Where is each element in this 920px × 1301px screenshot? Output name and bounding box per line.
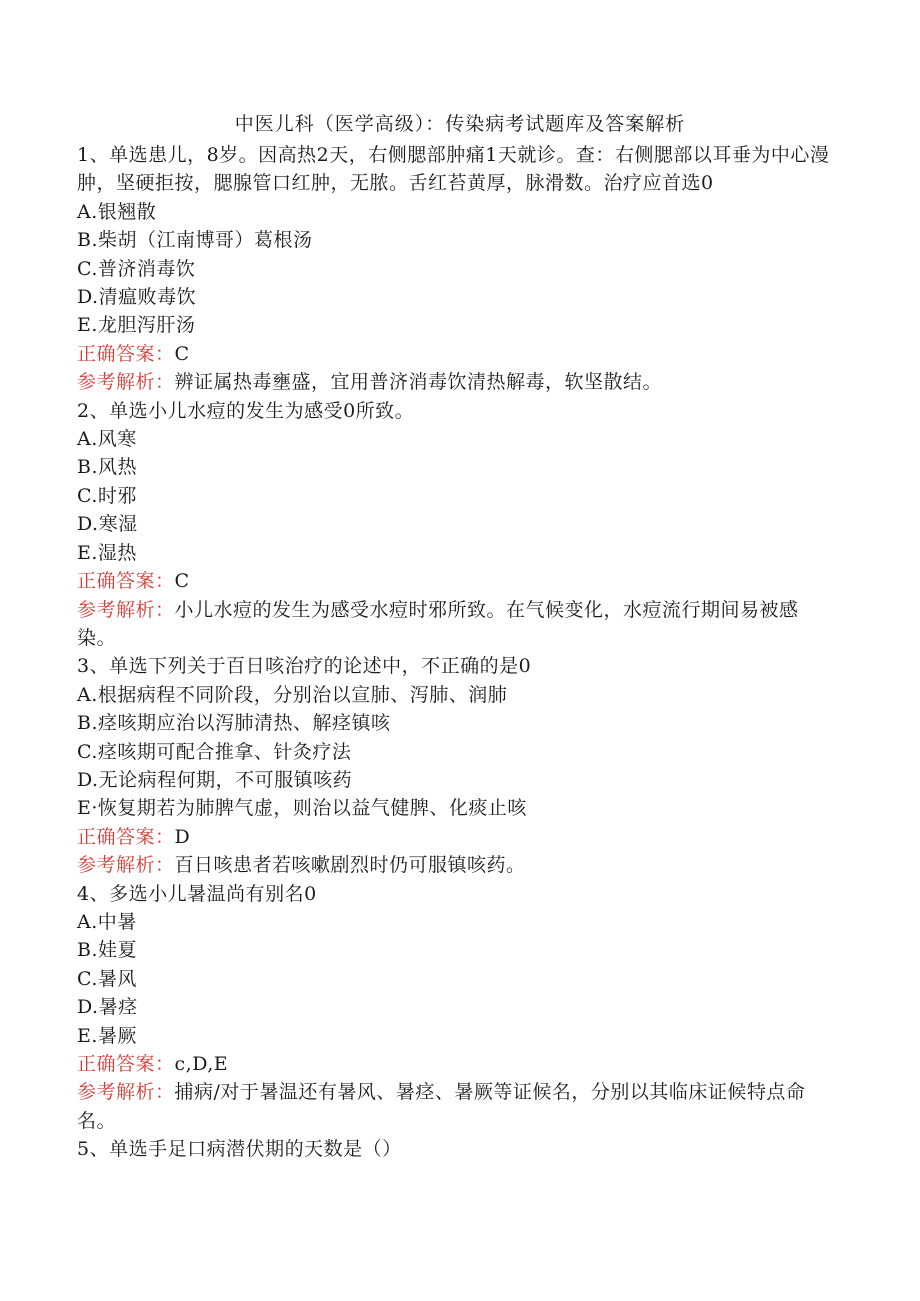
analysis-row (77, 1078, 837, 1135)
option-e: E.龙胆泻肝汤 (77, 314, 196, 337)
analysis-label: 参考解析： (77, 854, 175, 877)
option-d: D.寒湿 (77, 513, 138, 536)
answer-label: 正确答案： (77, 342, 175, 365)
option-c: C.时邪 (77, 484, 137, 507)
analysis-row (77, 596, 837, 653)
question-stem: 1、单选患儿，8岁。因高热2天，右侧腮部肿痛1天就诊。查：右侧腮部以耳垂为中心漫肿，坚硬拒按，腮腺管口红肿，无脓。舌红苔黄厚，脉滑数。治疗应首选0 (77, 144, 830, 195)
analysis-label: 参考解析： (77, 598, 175, 621)
analysis-text: 小儿水痘的发生为感受水痘时邪所致。在气候变化，水痘流行期间易被感染。 (77, 598, 799, 649)
analysis-row (77, 368, 837, 396)
answer-value: C (174, 570, 190, 593)
answer-row (77, 340, 837, 368)
answer-label: 正确答案： (77, 1053, 175, 1075)
option-d: D.清瘟败毒饮 (77, 286, 197, 309)
option-b: B.痉咳期应治以泻肺清热、解痉镇咳 (77, 712, 391, 735)
analysis-label: 参考解析： (77, 1081, 175, 1104)
option-d: D.无论病程何期，不可服镇咳药 (77, 768, 353, 791)
answer-value: D (174, 825, 191, 848)
answer-row (77, 823, 837, 851)
question-stem: 5、单选手足口病潜伏期的天数是（） (77, 1138, 402, 1161)
option-a: A.中暑 (77, 910, 137, 933)
answer-row (77, 1050, 837, 1078)
analysis-label: 参考解析： (77, 371, 175, 394)
option-e: E.湿热 (77, 541, 137, 564)
option-d: D.暑痉 (77, 996, 138, 1019)
answer-row (77, 567, 837, 595)
analysis-text: 辨证属热毒壅盛，宜用普济消毒饮清热解毒，软坚散结。 (174, 371, 663, 394)
question-list (77, 141, 837, 1164)
answer-label: 正确答案： (77, 570, 175, 593)
option-c: C.痉咳期可配合推拿、针灸疗法 (77, 740, 352, 763)
option-b: B.柴胡（江南博哥）葛根汤 (77, 229, 313, 252)
answer-value: C (174, 342, 190, 365)
option-a: A.根据病程不同阶段，分别治以宣肺、泻肺、润肺 (77, 683, 508, 706)
option-b: B.娃夏 (77, 939, 138, 962)
option-a: A.风寒 (77, 428, 137, 451)
question-stem: 2、单选小儿水痘的发生为感受0所致。 (77, 399, 415, 422)
option-e: E·恢复期若为肺脾气虚，则治以益气健脾、化痰止咳 (77, 797, 527, 820)
answer-label: 正确答案： (77, 825, 175, 848)
answer-value: c,D,E (174, 1053, 229, 1075)
option-a: A.银翘散 (77, 200, 157, 223)
option-b: B.风热 (77, 456, 138, 479)
question-stem: 4、多选小儿暑温尚有别名0 (77, 882, 317, 905)
document-title: 中医儿科（医学高级）：传染病考试题库及答案解析 (234, 113, 686, 135)
analysis-row (77, 851, 837, 879)
option-c: C.暑风 (77, 967, 137, 990)
analysis-text: 百日咳患者若咳嗽剧烈时仍可服镇咳药。 (174, 854, 526, 877)
question-stem: 3、单选下列关于百日咳治疗的论述中，不正确的是0 (77, 655, 532, 678)
option-c: C.普济消毒饮 (77, 257, 196, 280)
analysis-text: 捕病/对于暑温还有暑风、暑痉、暑厥等证候名，分别以其临床证候特点命名。 (77, 1081, 806, 1132)
option-e: E.暑厥 (77, 1024, 137, 1047)
